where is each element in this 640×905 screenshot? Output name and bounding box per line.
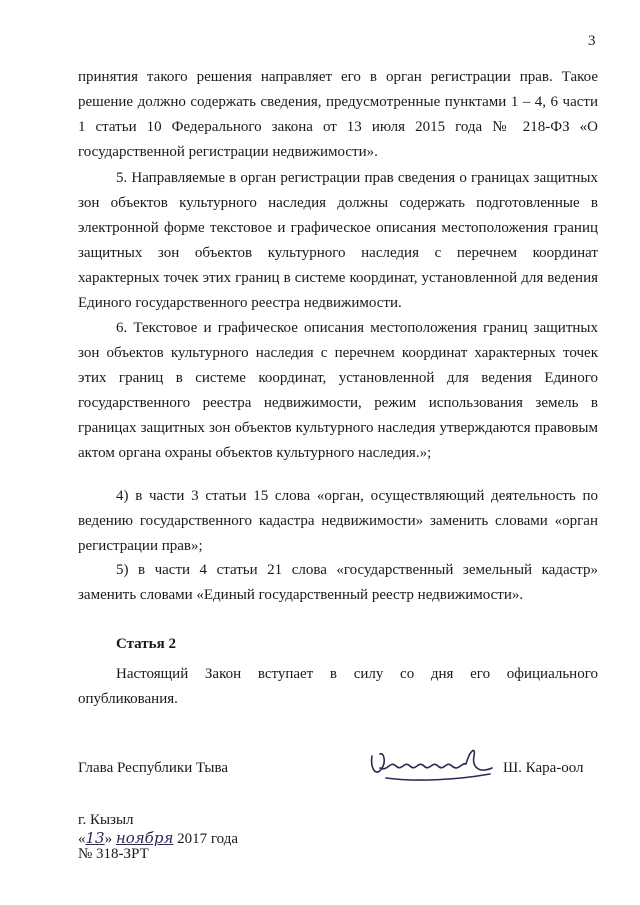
paragraph-1: принятия такого решения направляет его в орган регистрации прав. Такое решение должно содержать сведения, предусмотренные пунктами 1 – 4, 6 части 1 статьи 10 Федерального закона от 13 июля 2015 года № 218-ФЗ «О государственной регистрации недвижимости». xyxy=(78,69,598,160)
article-heading: Статья 2 xyxy=(116,636,176,652)
paragraph-4 xyxy=(78,484,598,559)
paragraph-2 xyxy=(78,166,598,316)
signer-name: Ш. Кара-оол xyxy=(503,760,584,776)
paragraph-5-text: 5) в части 4 статьи 21 слова «государственный земельный кадастр» заменить словами «Единый государственный реестр недвижимости». xyxy=(78,562,598,603)
date-year: 2017 года xyxy=(177,831,239,847)
paragraph-6-text: Настоящий Закон вступает в силу со дня его официального опубликования. xyxy=(78,666,598,707)
paragraph-4-text: 4) в части 3 статьи 15 слова «орган, осуществляющий деятельность по ведению государственного кадастра недвижимости» заменить словами «орган регистрации прав»; xyxy=(78,488,598,554)
paragraph-3 xyxy=(78,316,598,466)
place: г. Кызыл xyxy=(78,812,134,828)
paragraph-5 xyxy=(78,558,598,608)
paragraph-3-text: 6. Текстовое и графическое описания местоположения границ защитных зон объектов культурного наследия с перечнем координат характерных точек этих границ в системе координат, установленной для ведения Единого государственного реестра недвижимости, режим использования земель в границах защитных зон объектов культурного наследия утверждаются правовым актом органа охраны объектов культурного наследия.»; xyxy=(78,320,598,461)
signature-image xyxy=(366,738,496,786)
date-month: ноября xyxy=(115,829,174,847)
date-day: 13 xyxy=(85,829,105,847)
paragraph-6 xyxy=(78,662,598,712)
paragraph-2-text: 5. Направляемые в орган регистрации прав сведения о границах защитных зон объектов культурного наследия должны содержать подготовленные в электронной форме текстовое и графическое описания местоположения границ защитных зон объектов культурного наследия с перечнем координат характерных точек этих границ в системе координат, установленной для ведения Единого государственного реестра недвижимости. xyxy=(78,170,598,311)
date-close-quote: » xyxy=(104,831,113,847)
law-number: № 318-ЗРТ xyxy=(78,846,149,862)
page-number: 3 xyxy=(588,33,596,49)
signer-title: Глава Республики Тыва xyxy=(78,760,229,776)
date-open-quote: « xyxy=(78,831,86,847)
